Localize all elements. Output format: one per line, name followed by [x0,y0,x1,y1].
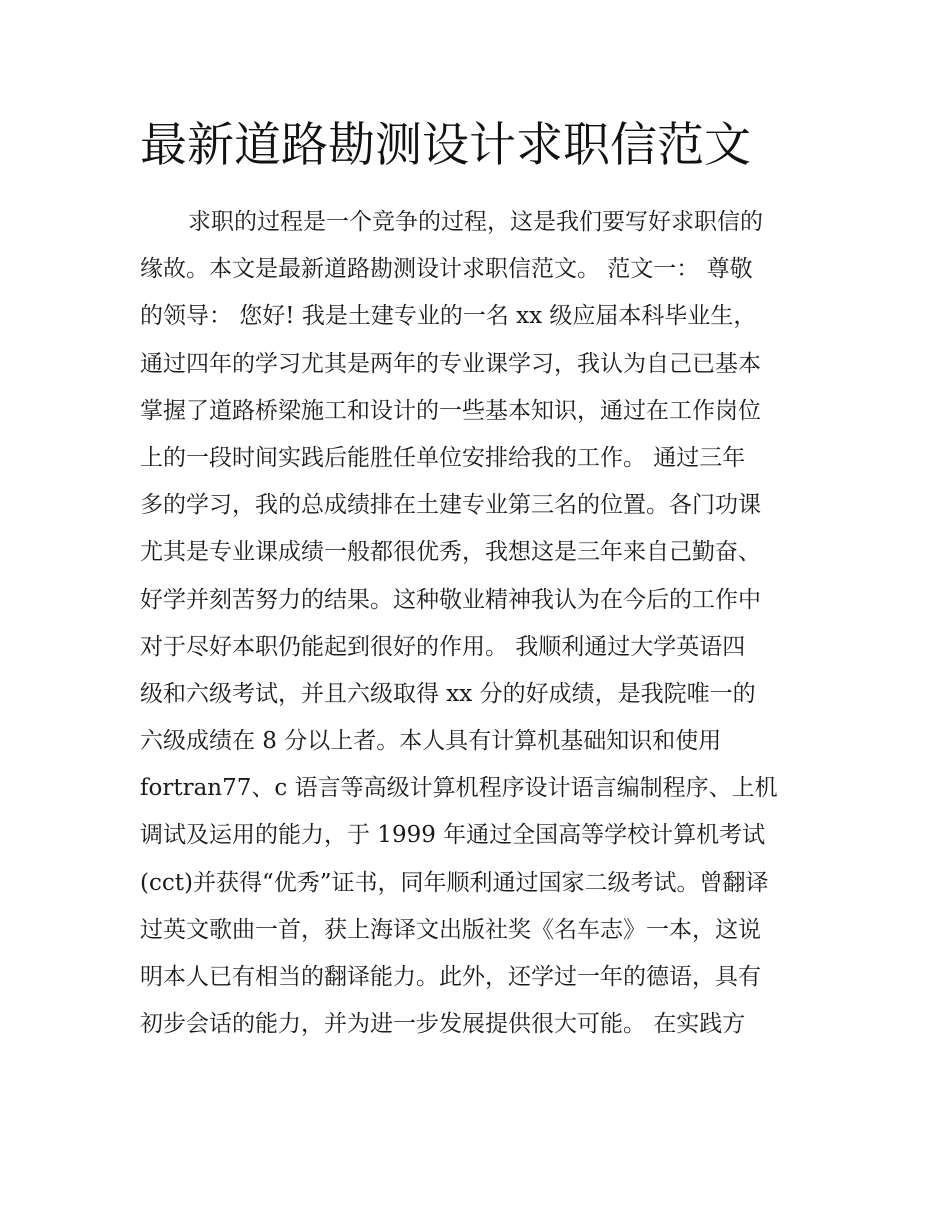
body-line: 好学并刻苦努力的结果。这种敬业精神我认为在今后的工作中 [140,586,761,613]
body-line: 初步会话的能力，并为进一步发展提供很大可能。 在实践方 [140,1011,746,1038]
body-line: 多的学习，我的总成绩排在土建专业第三名的位置。各门功课 [140,492,761,519]
body-line: 过英文歌曲一首，获上海译文出版社奖《名车志》一本，这说 [140,916,761,943]
body-line: 调试及运用的能力，于 1999 年通过全国高等学校计算机考试 [140,822,766,849]
body-line: 尤其是专业课成绩一般都很优秀，我想这是三年来自己勤奋、 [140,539,761,566]
body-line: 级和六级考试，并且六级取得 xx 分的好成绩，是我院唯一的 [140,680,756,707]
body-line: 的领导： 您好! 我是土建专业的一名 xx 级应届本科毕业生， [140,303,757,330]
body-line: (cct)并获得“优秀”证书，同年顺利通过国家二级考试。曾翻译 [140,869,769,896]
body-line: 求职的过程是一个竞争的过程，这是我们要写好求职信的 [188,209,763,235]
body-line: 六级成绩在 8 分以上者。本人具有计算机基础知识和使用 [140,728,722,755]
body-line: 通过四年的学习尤其是两年的专业课学习，我认为自己已基本 [140,350,761,377]
body-line: 上的一段时间实践后能胜任单位安排给我的工作。 通过三年 [140,444,746,471]
body-line: 掌握了道路桥梁施工和设计的一些基本知识，通过在工作岗位 [140,397,761,424]
document-body [140,199,820,1048]
body-line: 缘故。本文是最新道路勘测设计求职信范文。 范文一： 尊敬 [140,256,753,283]
body-line: fortran77、c 语言等高级计算机程序设计语言编制程序、上机 [140,775,778,802]
document-title: 最新道路勘测设计求职信范文 [140,118,751,173]
body-line: 明本人已有相当的翻译能力。此外，还学过一年的德语，具有 [140,964,761,990]
body-line: 对于尽好本职仍能起到很好的作用。 我顺利通过大学英语四 [140,633,746,660]
